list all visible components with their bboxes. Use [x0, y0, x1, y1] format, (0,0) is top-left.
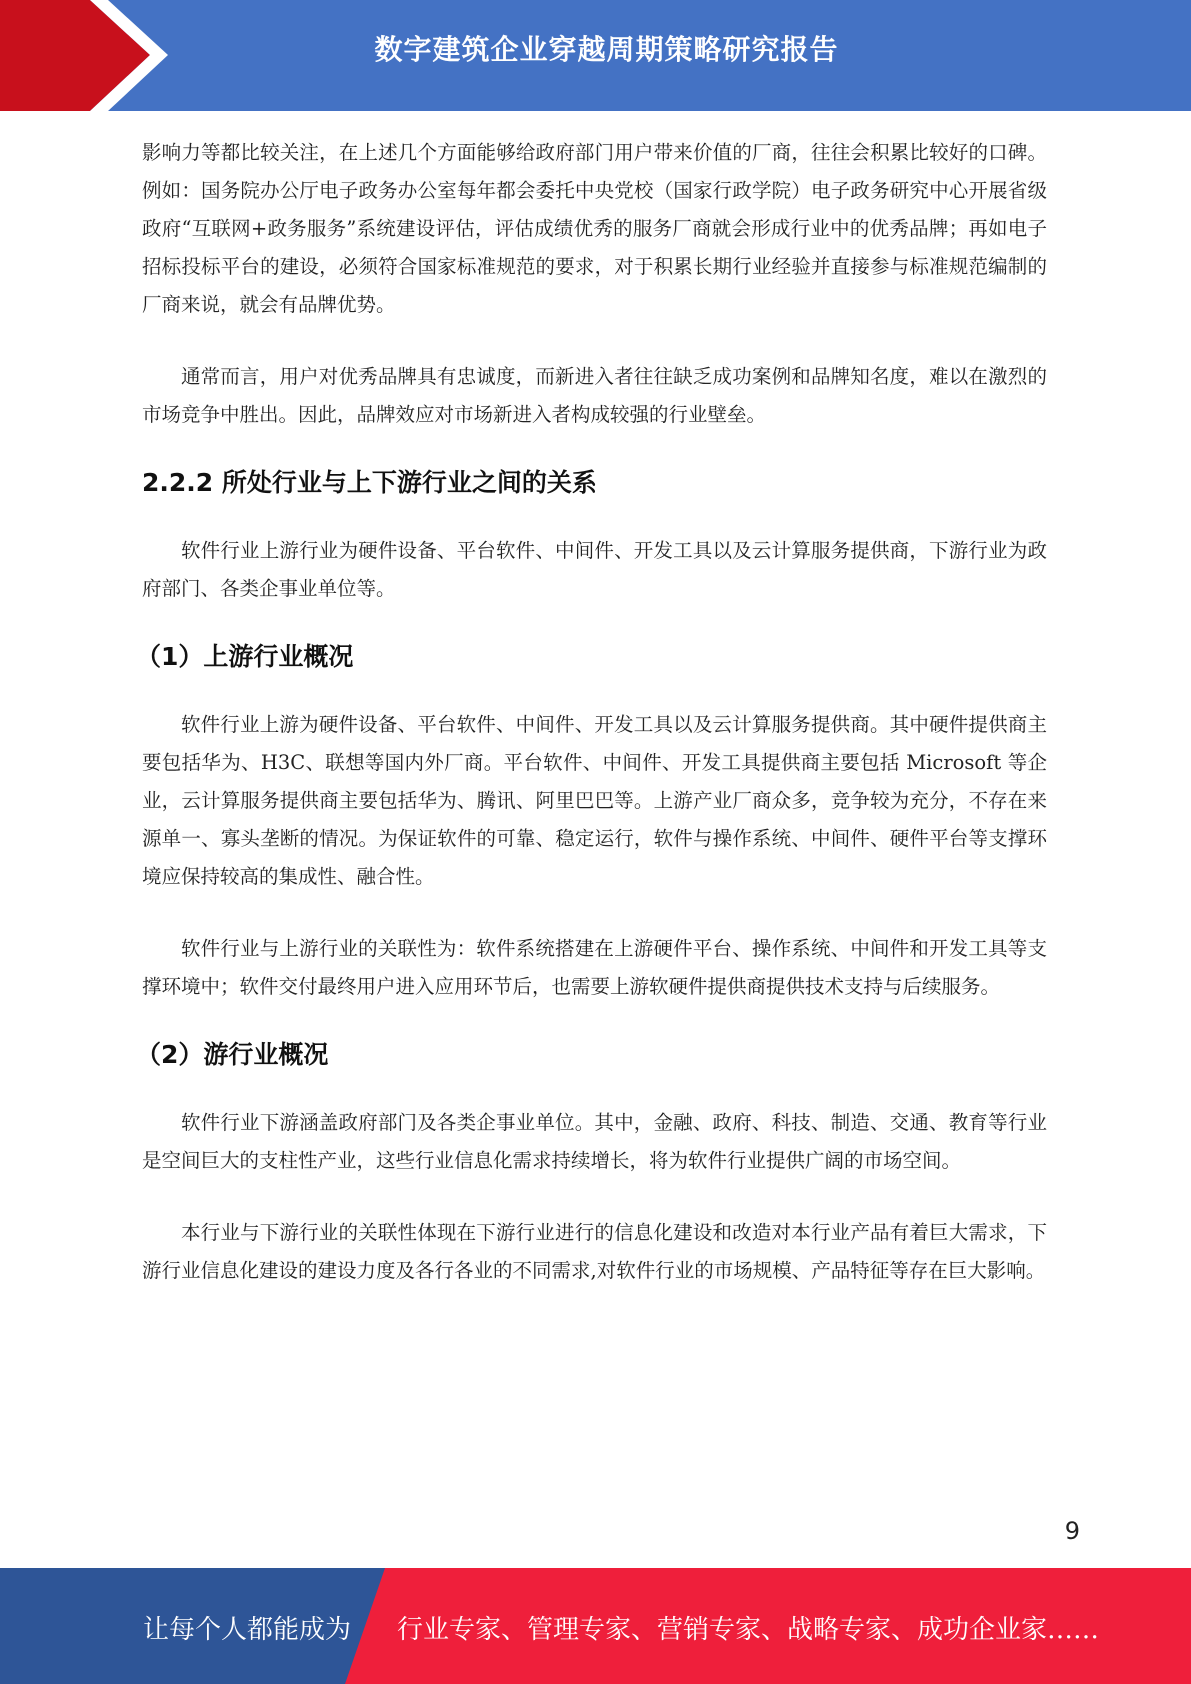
- paragraph: 软件行业上游行业为硬件设备、平台软件、中间件、开发工具以及云计算服务提供商，下游行业为政府部门、各类企事业单位等。: [142, 539, 1047, 600]
- paragraph: 影响力等都比较关注，在上述几个方面能够给政府部门用户带来价值的厂商，往往会积累比较好的口碑。例如：国务院办公厅电子政务办公室每年都会委托中央党校（国家行政学院）电子政务研究中心开展省级政府“互联网+政务服务”系统建设评估，评估成绩优秀的服务厂商就会形成行业中的优秀品牌；再如电子招标投标平台的建设，必须符合国家标准规范的要求，对于积累长期行业经验并直接参与标准规范编制的厂商来说，就会有品牌优势。: [142, 141, 1047, 316]
- page-number: 9: [1064, 1517, 1080, 1545]
- report-title: 数字建筑企业穿越周期策略研究报告: [374, 33, 839, 66]
- page-content: [136, 134, 1047, 1290]
- paragraph: 本行业与下游行业的关联性体现在下游行业进行的信息化建设和改造对本行业产品有着巨大需求，下游行业信息化建设的建设力度及各行各业的不同需求,对软件行业的市场规模、产品特征等存在巨大影响。: [142, 1221, 1047, 1282]
- subsection-heading: （2）游行业概况: [136, 1040, 329, 1069]
- section-heading: 2.2.2 所处行业与上下游行业之间的关系: [142, 468, 597, 497]
- page-header: [0, 0, 1191, 111]
- paragraph: 软件行业上游为硬件设备、平台软件、中间件、开发工具以及云计算服务提供商。其中硬件提供商主要包括华为、H3C、联想等国内外厂商。平台软件、中间件、开发工具提供商主要包括 Microsoft 等企业，云计算服务提供商主要包括华为、腾讯、阿里巴巴等。上游产业厂商众多，竞争较为充分，不存在来源单一、寡头垄断的情况。为保证软件的可靠、稳定运行，软件与操作系统、中间件、硬件平台等支撑环境应保持较高的集成性、融合性。: [142, 713, 1047, 888]
- footer-slogan-right: 行业专家、管理专家、营销专家、战略专家、成功企业家……: [397, 1615, 1100, 1645]
- footer-slogan-left: 让每个人都能成为: [143, 1615, 352, 1645]
- paragraph: 软件行业与上游行业的关联性为：软件系统搭建在上游硬件平台、操作系统、中间件和开发工具等支撑环境中；软件交付最终用户进入应用环节后，也需要上游软硬件提供商提供技术支持与后续服务。: [142, 937, 1047, 998]
- paragraph: 软件行业下游涵盖政府部门及各类企事业单位。其中，金融、政府、科技、制造、交通、教育等行业是空间巨大的支柱性产业，这些行业信息化需求持续增长，将为软件行业提供广阔的市场空间。: [142, 1111, 1047, 1172]
- subsection-heading: （1）上游行业概况: [136, 642, 354, 671]
- paragraph: 通常而言，用户对优秀品牌具有忠诚度，而新进入者往往缺乏成功案例和品牌知名度，难以在激烈的市场竞争中胜出。因此，品牌效应对市场新进入者构成较强的行业壁垒。: [142, 365, 1047, 426]
